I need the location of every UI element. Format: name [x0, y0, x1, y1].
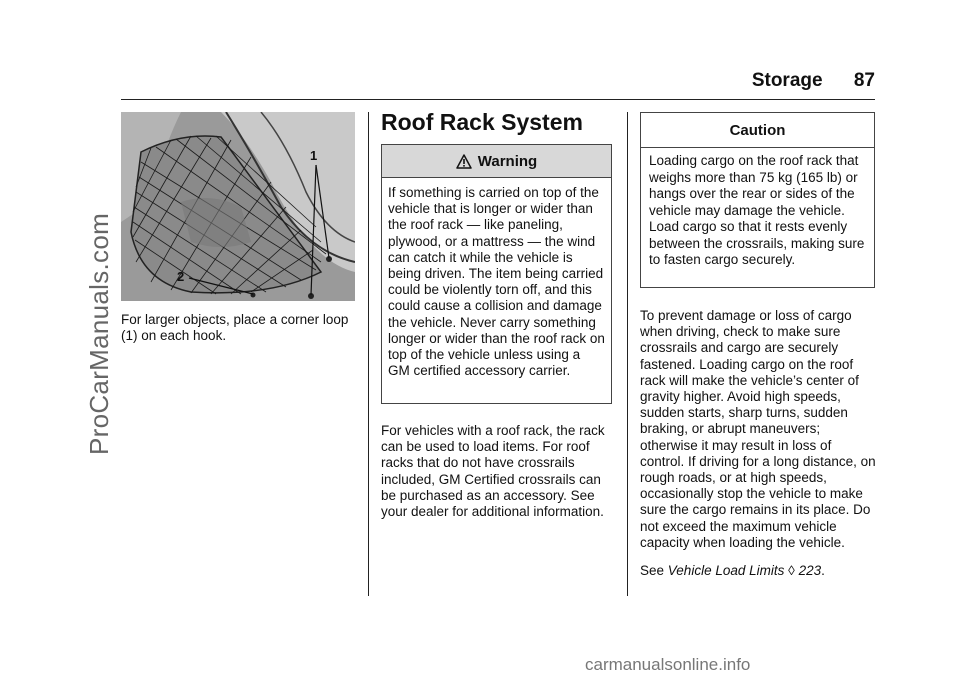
see-reference — [640, 563, 825, 578]
roof-rack-paragraph: For vehicles with a roof rack, the rack can be used to load items. For roof racks that do not have crossrails included, GM Certified crossrails can be purchased as an accessory. See your dealer for additional information. — [381, 423, 605, 520]
warning-header — [382, 145, 611, 178]
page-number: 87 — [853, 70, 875, 91]
section-header-title: Storage — [751, 70, 823, 91]
page-ref-icon: ◊ — [788, 563, 795, 578]
column-divider-1 — [368, 112, 369, 596]
callout-2: 2 — [177, 269, 185, 284]
footer-watermark: carmanualsonline.info — [585, 655, 751, 674]
warning-icon — [456, 154, 472, 169]
watermark: ProCarManuals.com — [84, 212, 114, 455]
column-divider-2 — [627, 112, 628, 596]
figure-caption: For larger objects, place a corner loop (1) on each hook. — [121, 312, 349, 344]
warning-text: If something is carried on top of the vehicle that is longer or wider than the roof rack — like paneling, plywood, or a mattress — the wind can catch it while the vehicle is being driven. The item being carried could be violently torn off, and this could cause a collision and damage the vehicle. Never carry something longer or wider than the roof rack on top of the vehicle unless using a GM certified accessory carrier. — [388, 185, 605, 379]
warning-label: Warning — [477, 152, 538, 170]
header-rule — [121, 99, 875, 100]
page-header — [740, 70, 875, 92]
see-prefix: See — [640, 563, 665, 578]
page-ref-number[interactable]: 223 — [798, 563, 822, 578]
caution-box — [640, 112, 875, 288]
caution-text: Loading cargo on the roof rack that weighs more than 75 kg (165 lb) or hangs over the rear or sides of the vehicle may damage the vehicle. Load cargo so that it rests evenly between the crossrails, making sure to fasten cargo securely. — [649, 153, 865, 267]
callout-1: 1 — [310, 148, 318, 163]
cargo-net-illustration — [121, 112, 355, 301]
section-title: Roof Rack System — [381, 109, 583, 135]
cargo-safety-paragraph: To prevent damage or loss of cargo when driving, check to make sure crossrails and cargo are securely fastened. Loading cargo on the roof rack will make the vehicle’s center of gravity higher. Avoid high speeds, sudden starts, sharp turns, sudden braking, or abrupt maneuvers; otherwise it may result in loss of control. If driving for a long distance, on rough roads, or at high speeds, occasionally stop the vehicle to make sure the cargo remains in its place. Do not exceed the maximum vehicle capacity when loading the vehicle. — [640, 308, 876, 550]
vehicle-load-limits-link[interactable]: Vehicle Load Limits — [667, 563, 785, 578]
caution-header: Caution — [641, 113, 874, 148]
see-suffix: . — [821, 563, 825, 578]
warning-box — [381, 144, 612, 404]
